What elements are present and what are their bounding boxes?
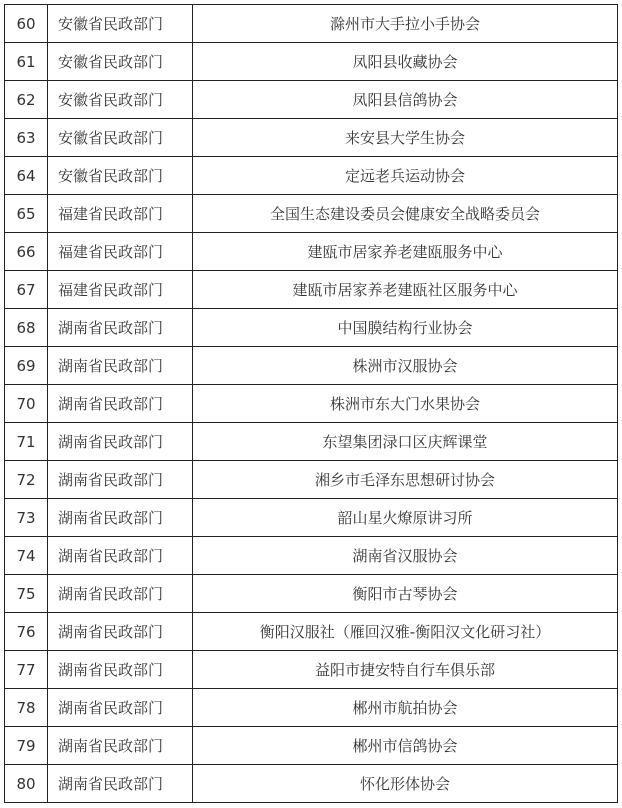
organization-name-cell: 定远老兵运动协会	[193, 157, 618, 195]
organization-name-cell: 湖南省汉服协会	[193, 537, 618, 575]
table-row	[5, 575, 618, 613]
department-cell: 福建省民政部门	[48, 271, 193, 309]
table-row	[5, 271, 618, 309]
table-row	[5, 727, 618, 765]
row-number: 71	[5, 423, 48, 461]
department-cell: 安徽省民政部门	[48, 81, 193, 119]
table-row	[5, 537, 618, 575]
row-number: 63	[5, 119, 48, 157]
table-row	[5, 423, 618, 461]
department-cell: 湖南省民政部门	[48, 309, 193, 347]
row-number: 68	[5, 309, 48, 347]
organization-name-cell: 怀化形体协会	[193, 765, 618, 803]
department-cell: 湖南省民政部门	[48, 537, 193, 575]
department-cell: 湖南省民政部门	[48, 385, 193, 423]
row-number: 65	[5, 195, 48, 233]
organization-name-cell: 来安县大学生协会	[193, 119, 618, 157]
table-row	[5, 765, 618, 803]
row-number: 64	[5, 157, 48, 195]
table-row	[5, 385, 618, 423]
row-number: 66	[5, 233, 48, 271]
row-number: 67	[5, 271, 48, 309]
organization-name-cell: 益阳市捷安特自行车俱乐部	[193, 651, 618, 689]
table-row	[5, 5, 618, 43]
organization-name-cell: 滁州市大手拉小手协会	[193, 5, 618, 43]
row-number: 62	[5, 81, 48, 119]
row-number: 61	[5, 43, 48, 81]
table-body	[5, 5, 618, 803]
department-cell: 湖南省民政部门	[48, 651, 193, 689]
organization-name-cell: 郴州市信鸽协会	[193, 727, 618, 765]
organization-name-cell: 衡阳市古琴协会	[193, 575, 618, 613]
table-row	[5, 233, 618, 271]
table-row	[5, 309, 618, 347]
table-row	[5, 81, 618, 119]
row-number: 70	[5, 385, 48, 423]
department-cell: 湖南省民政部门	[48, 727, 193, 765]
row-number: 73	[5, 499, 48, 537]
row-number: 74	[5, 537, 48, 575]
department-cell: 湖南省民政部门	[48, 499, 193, 537]
organization-name-cell: 株洲市东大门水果协会	[193, 385, 618, 423]
organization-name-cell: 株洲市汉服协会	[193, 347, 618, 385]
organization-name-cell: 东望集团渌口区庆辉课堂	[193, 423, 618, 461]
organization-name-cell: 凤阳县信鸽协会	[193, 81, 618, 119]
table-row	[5, 347, 618, 385]
table-row	[5, 499, 618, 537]
row-number: 72	[5, 461, 48, 499]
department-cell: 湖南省民政部门	[48, 613, 193, 651]
organization-name-cell: 中国膜结构行业协会	[193, 309, 618, 347]
department-cell: 湖南省民政部门	[48, 347, 193, 385]
row-number: 79	[5, 727, 48, 765]
table-row	[5, 43, 618, 81]
department-cell: 湖南省民政部门	[48, 765, 193, 803]
row-number: 78	[5, 689, 48, 727]
row-number: 77	[5, 651, 48, 689]
row-number: 75	[5, 575, 48, 613]
organization-name-cell: 全国生态建设委员会健康安全战略委员会	[193, 195, 618, 233]
organization-name-cell: 建瓯市居家养老建瓯社区服务中心	[193, 271, 618, 309]
row-number: 76	[5, 613, 48, 651]
table-row	[5, 689, 618, 727]
row-number: 80	[5, 765, 48, 803]
department-cell: 福建省民政部门	[48, 233, 193, 271]
organization-name-cell: 湘乡市毛泽东思想研讨协会	[193, 461, 618, 499]
department-cell: 湖南省民政部门	[48, 689, 193, 727]
organization-table	[4, 4, 618, 803]
department-cell: 福建省民政部门	[48, 195, 193, 233]
organization-name-cell: 郴州市航拍协会	[193, 689, 618, 727]
table-row	[5, 461, 618, 499]
row-number: 60	[5, 5, 48, 43]
table-row	[5, 195, 618, 233]
table-row	[5, 613, 618, 651]
row-number: 69	[5, 347, 48, 385]
department-cell: 湖南省民政部门	[48, 575, 193, 613]
organization-name-cell: 衡阳汉服社（雁回汉雅-衡阳汉文化研习社）	[193, 613, 618, 651]
department-cell: 安徽省民政部门	[48, 5, 193, 43]
table-row	[5, 119, 618, 157]
department-cell: 湖南省民政部门	[48, 461, 193, 499]
department-cell: 安徽省民政部门	[48, 157, 193, 195]
table-row	[5, 651, 618, 689]
organization-name-cell: 建瓯市居家养老建瓯服务中心	[193, 233, 618, 271]
department-cell: 湖南省民政部门	[48, 423, 193, 461]
department-cell: 安徽省民政部门	[48, 119, 193, 157]
department-cell: 安徽省民政部门	[48, 43, 193, 81]
organization-name-cell: 凤阳县收藏协会	[193, 43, 618, 81]
organization-name-cell: 韶山星火燎原讲习所	[193, 499, 618, 537]
table-row	[5, 157, 618, 195]
